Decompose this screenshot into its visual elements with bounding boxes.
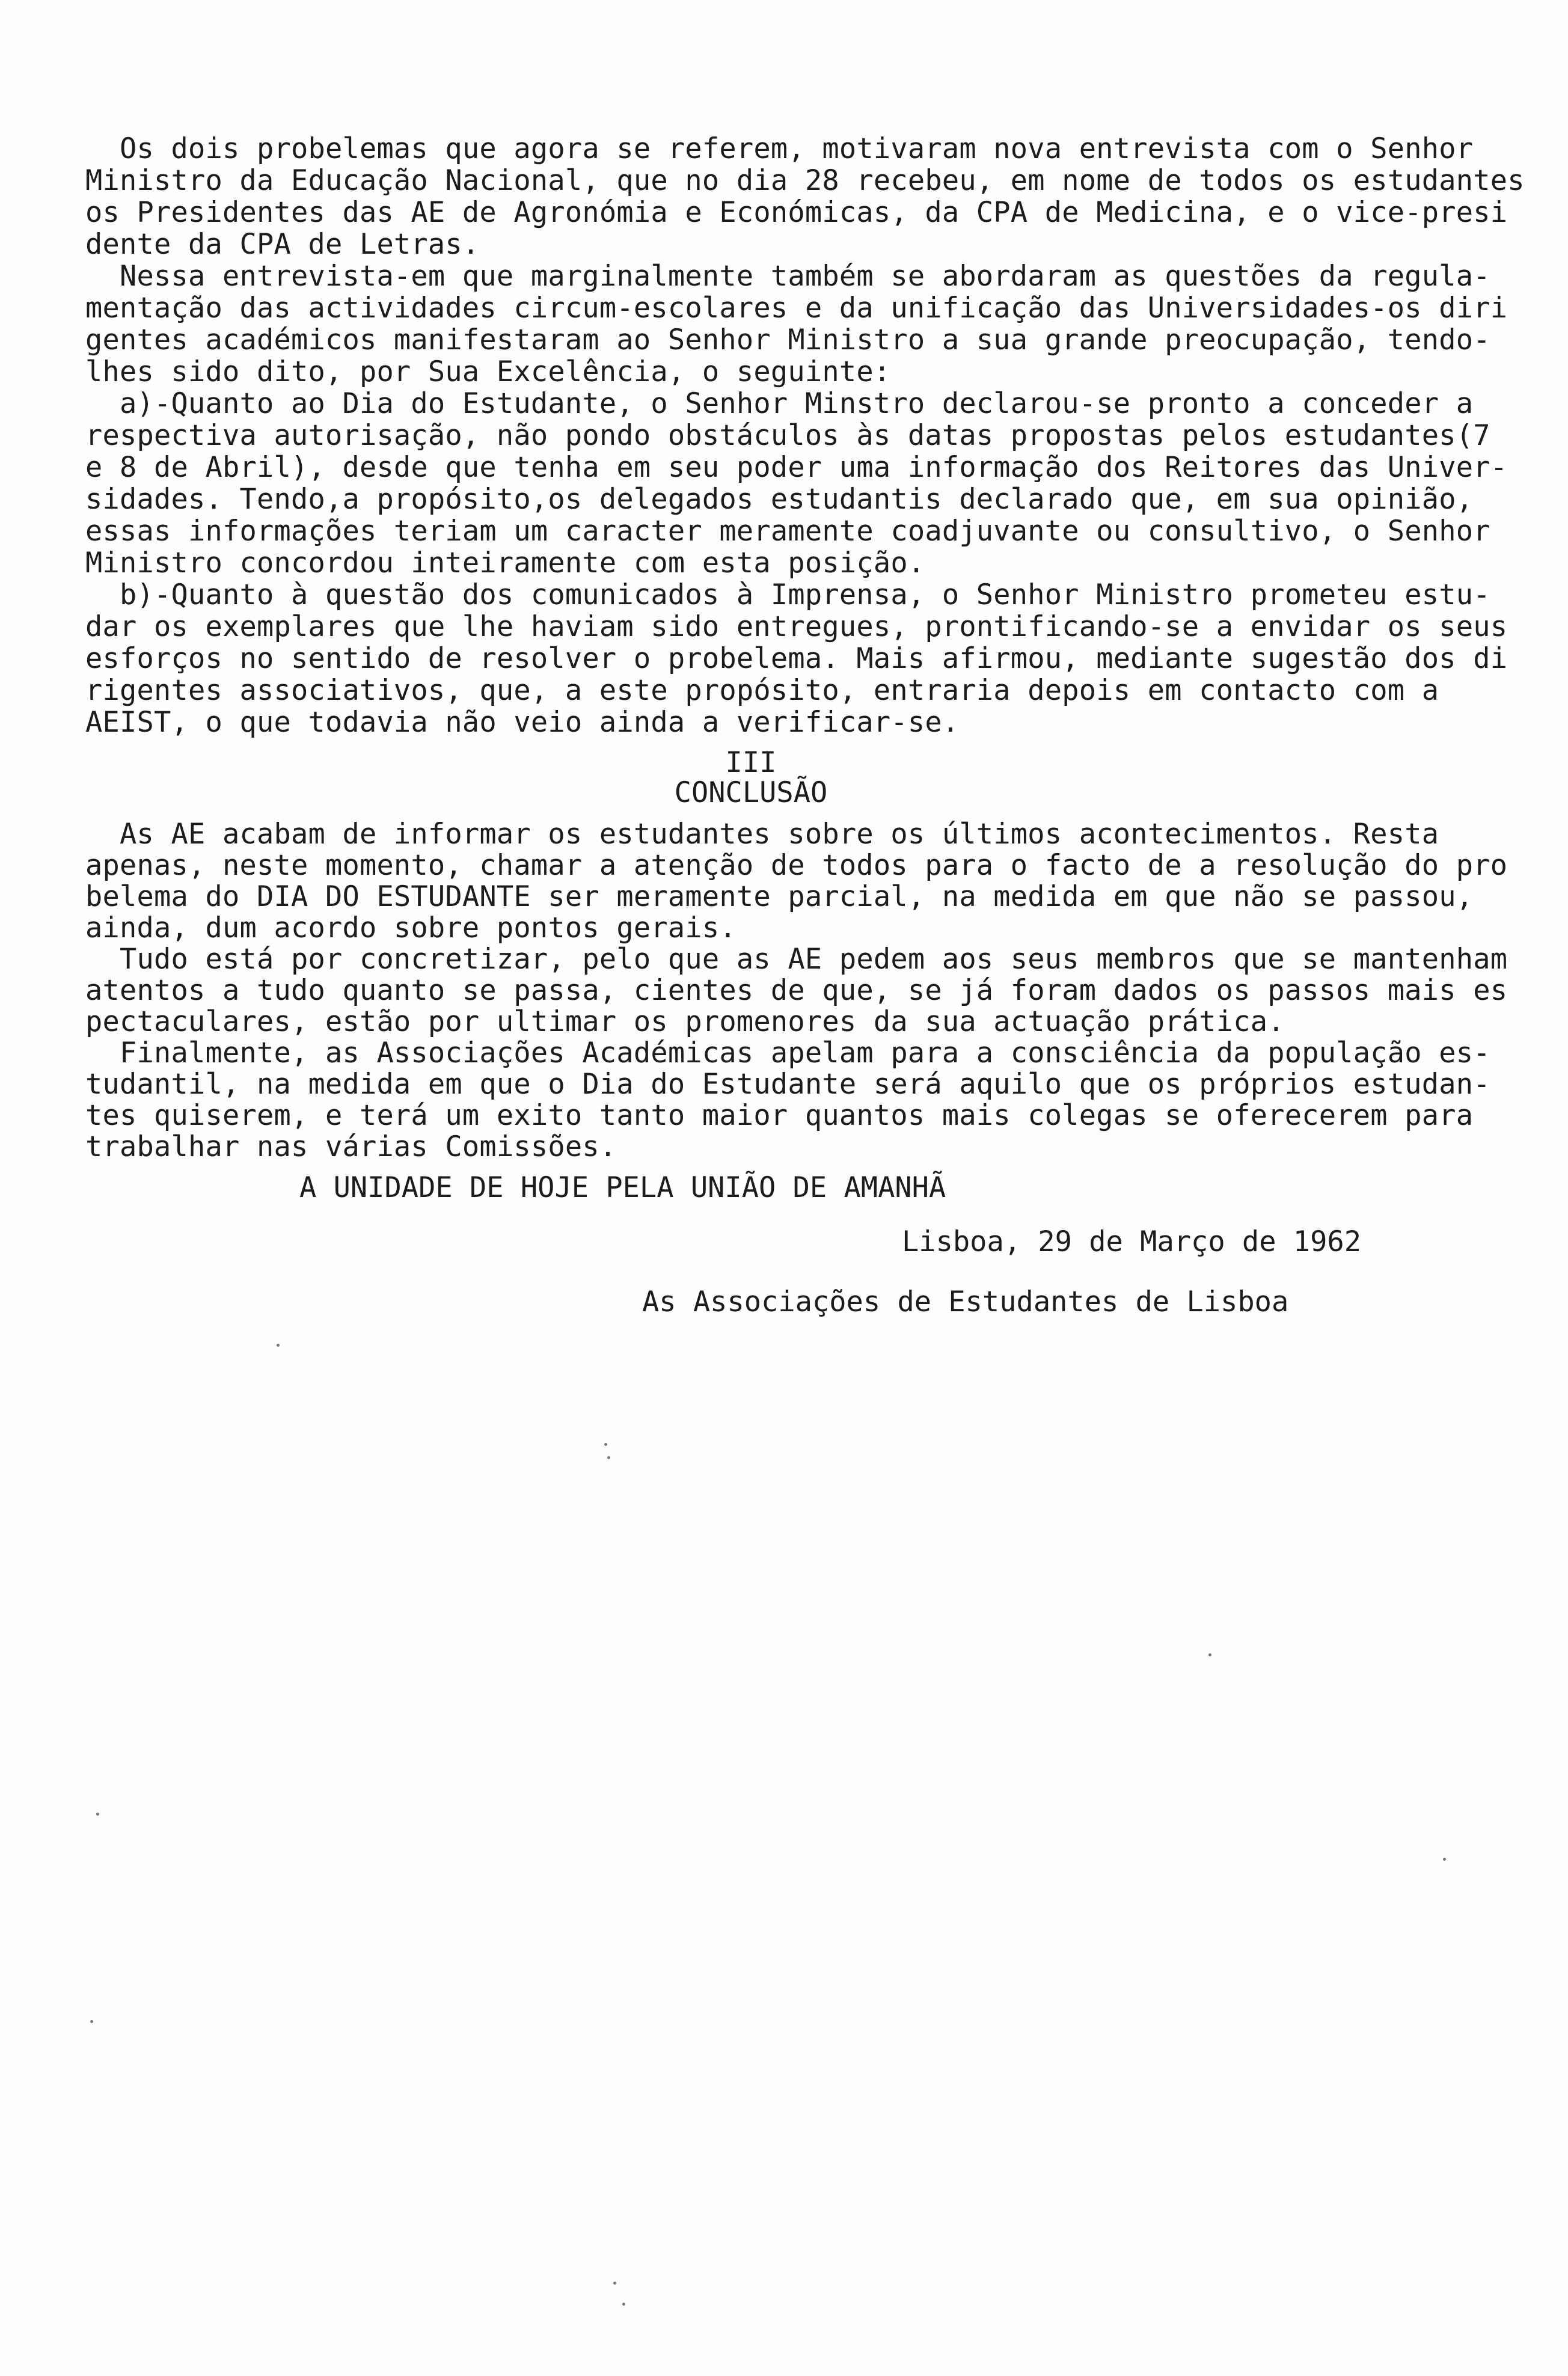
scan-speck [277,1344,280,1347]
scan-speck [604,1443,607,1446]
text-line: a)-Quanto ao Dia do Estudante, o Senhor Minstro declarou-se pronto a conceder a [85,387,1474,420]
text-line: Os dois probelemas que agora se referem, motivaram nova entrevista com o Senhor [85,132,1474,165]
signature: As Associações de Estudantes de Lisboa [642,1285,1289,1318]
text-line: e 8 de Abril), desde que tenha em seu poder uma informação dos Reitores das Univer- [85,451,1508,484]
scan-speck [1443,1858,1446,1861]
text-line: os Presidentes das AE de Agronómia e Económicas, da CPA de Medicina, e o vice-presi [85,196,1508,229]
text-line: pectaculares, estão por ultimar os promenores da sua actuação prática. [85,1005,1285,1038]
section-heading: CONCLUSÃO [674,776,828,809]
text-line: gentes académicos manifestaram ao Senhor Ministro a sua grande preocupação, tendo- [85,323,1490,357]
text-line: Ministro da Educação Nacional, que no dia 28 recebeu, em nome de todos os estudantes [85,164,1525,197]
text-line: rigentes associativos, que, a este propósito, entraria depois em contacto com a [85,674,1439,707]
text-line: respectiva autorisação, não pondo obstáculos às datas propostas pelos estudantes(7 [85,419,1490,452]
scan-speck [96,1813,99,1816]
text-line: dar os exemplares que lhe haviam sido entregues, prontificando-se a envidar os seus [85,610,1508,643]
scan-speck [613,2282,616,2285]
scan-speck [622,2303,625,2306]
scan-speck [90,2020,93,2023]
section-numeral: III [725,746,777,779]
text-line: AEIST, o que todavia não veio ainda a verificar-se. [85,706,960,739]
scan-speck [1208,1653,1211,1656]
text-line: Ministro concordou inteiramente com esta posição. [85,547,925,580]
text-line: tudantil, na medida em que o Dia do Estudante será aquilo que os próprios estudan- [85,1068,1490,1101]
text-line: dente da CPA de Letras. [85,228,480,261]
text-line: lhes sido dito, por Sua Excelência, o seguinte: [85,355,891,388]
text-line: Tudo está por concretizar, pelo que as AE pedem aos seus membros que se mantenham [85,943,1508,976]
text-line: belema do DIA DO ESTUDANTE ser meramente parcial, na medida em que não se passou, [85,880,1474,913]
text-line: tes quiserem, e terá um exito tanto maior quantos mais colegas se oferecerem para [85,1099,1474,1132]
text-line: ainda, dum acordo sobre pontos gerais. [85,911,737,945]
text-line: b)-Quanto à questão dos comunicados à Imprensa, o Senhor Ministro prometeu estu- [85,578,1490,611]
motto: A UNIDADE DE HOJE PELA UNIÃO DE AMANHÃ [299,1171,946,1204]
text-line: esforços no sentido de resolver o probelema. Mais afirmou, mediante sugestão dos di [85,642,1508,675]
text-line: essas informações teriam um caracter meramente coadjuvante ou consultivo, o Senhor [85,515,1490,548]
text-line: Nessa entrevista-em que marginalmente também se abordaram as questões da regula- [85,260,1490,293]
text-line: As AE acabam de informar os estudantes sobre os últimos acontecimentos. Resta [85,818,1439,851]
text-line: sidades. Tendo,a propósito,os delegados estudantis declarado que, em sua opinião, [85,483,1474,516]
scan-speck [607,1456,610,1459]
text-line: Finalmente, as Associações Académicas apelam para a consciência da população es- [85,1036,1490,1070]
text-line: trabalhar nas várias Comissões. [85,1130,617,1163]
text-line: mentação das actividades circum-escolares e da unificação das Universidades-os diri [85,292,1508,325]
place-date: Lisboa, 29 de Março de 1962 [902,1225,1362,1258]
text-line: apenas, neste momento, chamar a atenção de todos para o facto de a resolução do pro [85,849,1508,882]
text-line: atentos a tudo quanto se passa, cientes de que, se já foram dados os passos mais es [85,974,1508,1007]
